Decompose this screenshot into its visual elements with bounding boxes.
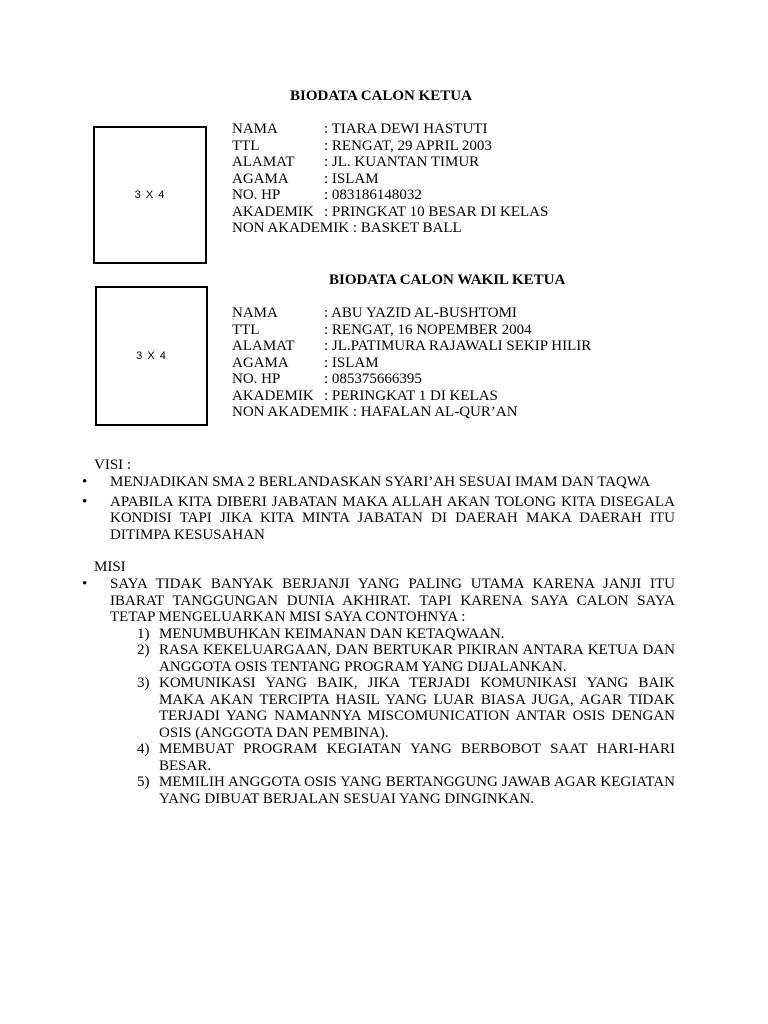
bio-label: NON AKADEMIK bbox=[232, 220, 350, 236]
list-item bbox=[82, 576, 675, 807]
ketua-photo-label: 3 X 4 bbox=[134, 188, 166, 201]
bio-value: : HAFALAN AL-QUR’AN bbox=[352, 404, 518, 420]
item-text: MEMBUAT PROGRAM KEGIATAN YANG BERBOBOT SAAT HARI-HARI BESAR. bbox=[159, 741, 675, 774]
wakil-biodata bbox=[232, 305, 591, 421]
bio-label: AGAMA bbox=[232, 354, 289, 371]
bio-value: : 085375666395 bbox=[324, 371, 422, 387]
bio-label: NAMA bbox=[232, 121, 278, 137]
bullet-icon: • bbox=[82, 474, 88, 490]
bio-value: : TIARA DEWI HASTUTI bbox=[324, 121, 488, 137]
bio-row bbox=[232, 371, 591, 388]
misi-intro: SAYA TIDAK BANYAK BERJANJI YANG PALING UTAMA KARENA JANJI ITU IBARAT TANGGUNGAN DUNIA AKHIRAT. TAPI KARENA SAYA CALON SAYA TETAP MENGELUARKAN MISI SAYA CONTOHNYA : bbox=[110, 576, 675, 625]
visi-text: APABILA KITA DIBERI JABATAN MAKA ALLAH AKAN TOLONG KITA DISEGALA KONDISI TAPI JIKA KITA MINTA JABATAN DI DAERAH MAKA DAERAH ITU DITIMPA KESUSAHAN bbox=[110, 493, 675, 543]
misi-list bbox=[82, 576, 675, 810]
list-item bbox=[137, 741, 675, 774]
bio-label: TTL bbox=[232, 321, 260, 338]
bio-label: ALAMAT bbox=[232, 338, 295, 354]
visi-label: VISI : bbox=[94, 457, 132, 473]
wakil-photo-placeholder bbox=[95, 286, 208, 426]
list-item bbox=[137, 675, 675, 741]
bio-row bbox=[232, 138, 548, 155]
bio-label: NO. HP bbox=[232, 371, 281, 387]
bio-value: : RENGAT, 29 APRIL 2003 bbox=[324, 137, 492, 154]
bio-label: AKADEMIK bbox=[232, 203, 314, 220]
ketua-title: BIODATA CALON KETUA bbox=[290, 88, 472, 104]
bio-label: AKADEMIK bbox=[232, 387, 314, 404]
misi-label: MISI bbox=[94, 559, 126, 575]
list-item bbox=[137, 626, 675, 643]
wakil-photo-label: 3 X 4 bbox=[136, 349, 167, 362]
bio-value: : BASKET BALL bbox=[352, 220, 462, 236]
ketua-photo-placeholder bbox=[93, 126, 207, 264]
bio-label: NAMA bbox=[232, 305, 278, 321]
item-number: 1) bbox=[137, 625, 150, 642]
bio-value: : JL. KUANTAN TIMUR bbox=[324, 154, 480, 170]
item-number: 2) bbox=[137, 642, 150, 658]
bio-value: : RENGAT, 16 NOPEMBER 2004 bbox=[324, 321, 532, 338]
bio-row bbox=[232, 154, 548, 171]
item-text: MEMILIH ANGGOTA OSIS YANG BERTANGGUNG JAWAB AGAR KEGIATAN YANG DIBUAT BERJALAN SESUAI YANG DINGINKAN. bbox=[159, 774, 675, 807]
bio-row bbox=[232, 171, 548, 188]
bio-label: AGAMA bbox=[232, 170, 289, 187]
item-text: RASA KEKELUARGAAN, DAN BERTUKAR PIKIRAN ANTARA KETUA DAN ANGGOTA OSIS TENTANG PROGRAM YANG DIJALANKAN. bbox=[159, 642, 675, 675]
wakil-title: BIODATA CALON WAKIL KETUA bbox=[329, 272, 566, 288]
bio-label: NON AKADEMIK bbox=[232, 404, 350, 420]
bio-row bbox=[232, 338, 591, 355]
visi-text: MENJADIKAN SMA 2 BERLANDASKAN SYARI’AH SESUAI IMAM DAN TAQWA bbox=[110, 474, 651, 490]
bio-row bbox=[232, 220, 548, 237]
bio-label: NO. HP bbox=[232, 187, 281, 203]
bio-value: : PERINGKAT 1 DI KELAS bbox=[324, 387, 498, 404]
bio-value: : JL.PATIMURA RAJAWALI SEKIP HILIR bbox=[324, 338, 592, 354]
item-text: MENUMBUHKAN KEIMANAN DAN KETAQWAAN. bbox=[159, 625, 505, 642]
bio-label: TTL bbox=[232, 137, 260, 154]
bio-row bbox=[232, 355, 591, 372]
misi-numbered-list bbox=[137, 626, 675, 808]
ketua-biodata bbox=[232, 121, 548, 237]
bullet-icon: • bbox=[82, 493, 88, 510]
bio-row bbox=[232, 404, 591, 421]
bio-row bbox=[232, 388, 591, 405]
bio-value: : PRINGKAT 10 BESAR DI KELAS bbox=[324, 203, 549, 220]
item-text: KOMUNIKASI YANG BAIK, JIKA TERJADI KOMUNIKASI YANG BAIK MAKA AKAN TERCIPTA HASIL YANG LUAR BIASA JUGA, AGAR TIDAK TERJADI YANG NAMANNYA MISCOMUNICATION ANTAR OSIS DENGAN OSIS (ANGGOTA DAN PEMBINA). bbox=[159, 675, 675, 741]
item-number: 4) bbox=[137, 741, 150, 757]
bio-value: : ISLAM bbox=[324, 354, 379, 371]
item-number: 5) bbox=[137, 774, 150, 790]
list-item bbox=[82, 474, 675, 491]
visi-list bbox=[82, 474, 675, 546]
bio-value: : ABU YAZID AL-BUSHTOMI bbox=[324, 305, 517, 321]
bio-label: ALAMAT bbox=[232, 154, 295, 170]
bio-row bbox=[232, 204, 548, 221]
list-item bbox=[137, 642, 675, 675]
bio-value: : 083186148032 bbox=[324, 187, 422, 203]
item-number: 3) bbox=[137, 675, 150, 691]
bio-row bbox=[232, 305, 591, 322]
bullet-icon: • bbox=[82, 576, 88, 592]
bio-row bbox=[232, 121, 548, 138]
list-item bbox=[137, 774, 675, 807]
list-item bbox=[82, 493, 675, 544]
bio-row bbox=[232, 322, 591, 339]
bio-row bbox=[232, 187, 548, 204]
bio-value: : ISLAM bbox=[324, 170, 379, 187]
